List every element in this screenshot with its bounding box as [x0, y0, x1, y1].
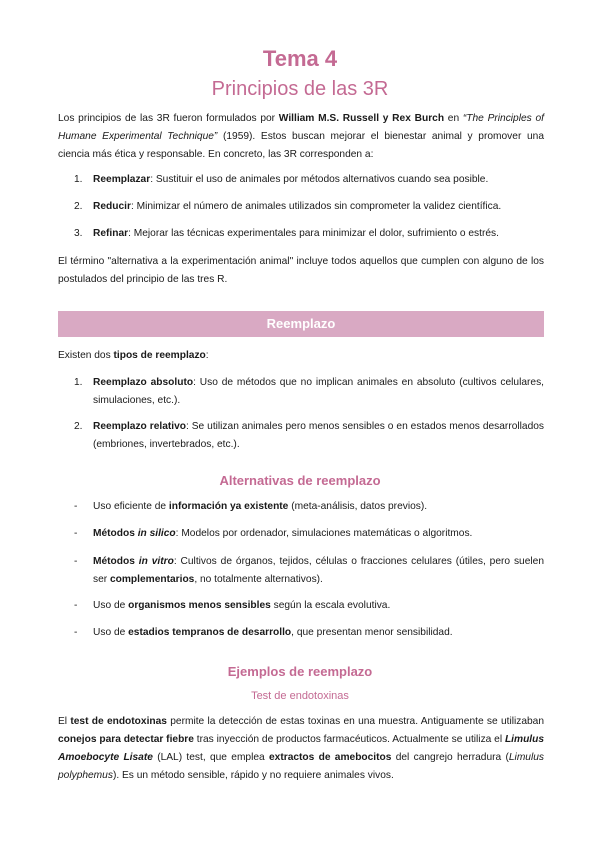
ex-text: tras inyección de productos farmacéuticos. Actualmente se utiliza el	[193, 734, 505, 745]
section-band-reemplazo: Reemplazo	[58, 311, 544, 337]
ex-bold: test de endotoxinas	[70, 716, 167, 727]
dash-bullet: -	[74, 556, 78, 567]
alt-bold-italic: in silico	[137, 528, 176, 539]
type-text: : Se utilizan animales pero menos sensibles o en estados menos desarrollados (embriones, invertebrados, etc.).	[93, 421, 544, 450]
alt-text: Uso de	[93, 627, 129, 638]
types-intro-text: Existen dos	[58, 350, 114, 361]
examples-subheading: Test de endotoxinas	[251, 690, 349, 702]
type-number: 2.	[74, 421, 83, 432]
types-intro-colon: :	[205, 350, 209, 361]
alt-text: (meta-análisis, datos previos).	[288, 501, 428, 512]
type-term: Reemplazo relativo	[93, 421, 186, 432]
alt-bold: Métodos	[93, 556, 139, 567]
principle-term: Reducir	[93, 201, 131, 212]
type-number: 1.	[74, 377, 83, 388]
page-title: Tema 4	[262, 46, 338, 71]
alt-text: : Cultivos de órganos, tejidos, células o fracciones celulares (útiles, pero suelen ser	[93, 556, 544, 585]
intro-text-3: (1959). Estos buscan mejorar el bienestar animal y promover una ciencia más ética y responsable. En concreto, las 3R corresponden a:	[58, 131, 544, 160]
examples-heading: Ejemplos de reemplazo	[227, 664, 373, 679]
principle-term: Reemplazar	[93, 174, 151, 185]
alternative-item	[74, 525, 544, 543]
alt-bold: complementarios	[109, 574, 195, 585]
alt-bold: Métodos	[93, 528, 138, 539]
alternative-item	[74, 553, 544, 589]
intro-authors: William M.S. Russell y Rex Burch	[278, 113, 445, 124]
alt-text: : Modelos por ordenador, simulaciones matemáticas o algoritmos.	[175, 528, 473, 539]
endotoxin-paragraph	[58, 713, 544, 785]
ex-bold: extractos de amebocitos	[269, 752, 392, 763]
intro-paragraph	[58, 110, 544, 164]
alt-text: , no totalmente alternativos).	[194, 574, 323, 585]
ex-text: permite la detección de estas toxinas en una muestra. Antiguamente se utilizaban	[166, 716, 545, 727]
alternative-item	[74, 498, 544, 516]
alternative-term-paragraph: El término "alternativa a la experimentación animal" incluye todos aquellos que cumplen con alguno de los postulados del principio de las tres R.	[58, 256, 544, 285]
dash-bullet: -	[74, 627, 78, 638]
type-text: : Uso de métodos que no implican animales en absoluto (cultivos celulares, simulaciones, etc.).	[93, 377, 544, 406]
intro-text-1: Los principios de las 3R fueron formulados por	[58, 113, 279, 124]
intro-book-title: “The Principles of Humane Experimental Technique”	[58, 113, 544, 142]
alt-text: , que presentan menor sensibilidad.	[291, 627, 453, 638]
page-subtitle: Principios de las 3R	[211, 78, 389, 100]
dash-bullet: -	[74, 528, 78, 539]
types-intro	[58, 347, 544, 365]
principle-item	[74, 225, 544, 243]
alt-text: Uso de	[93, 600, 129, 611]
alt-text: Uso eficiente de	[93, 501, 169, 512]
alt-bold: información ya existente	[168, 501, 289, 512]
type-item	[74, 418, 544, 454]
principle-item	[74, 171, 544, 189]
alt-text: según la escala evolutiva.	[270, 600, 391, 611]
types-intro-bold: tipos de reemplazo	[113, 350, 206, 361]
principle-number: 1.	[74, 174, 83, 185]
alternative-item	[74, 597, 544, 615]
alt-bold: organismos menos sensibles	[128, 600, 271, 611]
principle-text: : Mejorar las técnicas experimentales para minimizar el dolor, sufrimiento o estrés.	[128, 228, 499, 239]
alternative-item	[74, 624, 544, 642]
ex-text: El	[58, 716, 71, 727]
dash-bullet: -	[74, 600, 78, 611]
principle-text: : Sustituir el uso de animales por métodos alternativos cuando sea posible.	[150, 174, 489, 185]
principle-text: : Minimizar el número de animales utilizados sin comprometer la validez científica.	[130, 201, 502, 212]
type-term: Reemplazo absoluto	[93, 377, 194, 388]
ex-text: del cangrejo herradura (	[391, 752, 509, 763]
alternatives-heading: Alternativas de reemplazo	[219, 473, 381, 488]
alt-bold: estadios tempranos de desarrollo	[128, 627, 292, 638]
ex-bold-italic: Limulus Amoebocyte Lisate	[58, 734, 545, 763]
ex-text: (LAL) test, que emplea	[152, 752, 269, 763]
dash-bullet: -	[74, 501, 78, 512]
ex-bold: conejos para detectar fiebre	[58, 734, 194, 745]
principle-term: Refinar	[93, 228, 129, 239]
intro-text-2: en	[444, 113, 463, 124]
type-item	[74, 374, 544, 410]
ex-italic: Limulus polyphemus	[58, 752, 544, 781]
principle-number: 3.	[74, 228, 83, 239]
alt-bold-italic: in vitro	[138, 556, 174, 567]
principle-item	[74, 198, 544, 216]
ex-text: ). Es un método sensible, rápido y no requiere animales vivos.	[112, 770, 394, 781]
principle-number: 2.	[74, 201, 83, 212]
